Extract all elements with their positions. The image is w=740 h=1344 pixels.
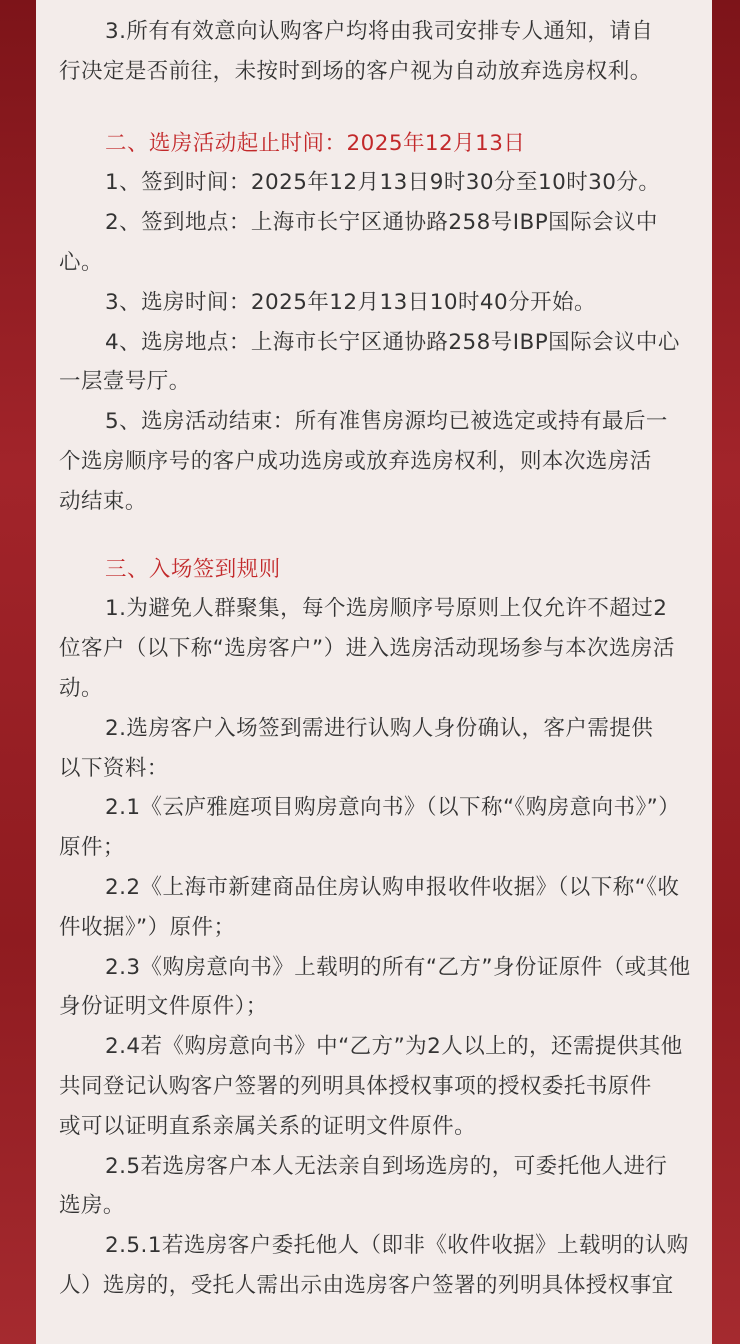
list-item-continuation: 动。 <box>59 675 103 701</box>
list-item: 2、签到地点：上海市长宁区通协路258号IBP国际会议中 <box>105 210 658 236</box>
section-heading: 二、选房活动起止时间：2025年12月13日 <box>105 130 526 156</box>
list-item: 2.选房客户入场签到需进行认购人身份确认，客户需提供 <box>105 715 654 741</box>
section-2 <box>59 124 689 522</box>
paragraph-line: 行决定是否前往，未按时到场的客户视为自动放弃选房权利。 <box>59 58 652 84</box>
list-item-continuation: 人）选房的，受托人需出示由选房客户签署的列明具体授权事宜 <box>59 1272 674 1298</box>
list-item: 2.2《上海市新建商品住房认购申报收件收据》（以下称“《收 <box>105 874 680 900</box>
paragraph-line: 3.所有有效意向认购客户均将由我司安排专人通知，请自 <box>105 19 654 44</box>
list-item: 2.5若选房客户本人无法亲自到场选房的，可委托他人进行 <box>105 1153 668 1179</box>
notice-content <box>59 12 689 1306</box>
list-item-continuation: 动结束。 <box>59 488 147 514</box>
block-1 <box>59 12 689 92</box>
section-heading: 三、入场签到规则 <box>105 556 281 582</box>
list-item-continuation: 个选房顺序号的客户成功选房或放弃选房权利，则本次选房活 <box>59 448 652 474</box>
list-item-continuation: 选房。 <box>59 1193 125 1219</box>
list-item-continuation: 原件； <box>59 835 125 861</box>
list-item-continuation: 共同登记认购客户签署的列明具体授权事项的授权委托书原件 <box>59 1073 652 1099</box>
spacer <box>59 522 689 550</box>
section-3 <box>59 550 689 1306</box>
list-item: 2.5.1若选房客户委托他人（即非《收件收据》上载明的认购 <box>105 1233 689 1259</box>
list-item: 4、选房地点：上海市长宁区通协路258号IBP国际会议中心 <box>105 329 680 355</box>
list-item: 1、签到时间：2025年12月13日9时30分至10时30分。 <box>105 170 661 196</box>
list-item-continuation: 或可以证明直系亲属关系的证明文件原件。 <box>59 1113 477 1139</box>
list-item: 5、选房活动结束：所有准售房源均已被选定或持有最后一 <box>105 409 668 435</box>
list-item-continuation: 身份证明文件原件）； <box>59 994 268 1020</box>
notice-panel <box>36 0 712 1344</box>
list-item-continuation: 一层壹号厅。 <box>59 369 191 395</box>
list-item: 2.4若《购房意向书》中“乙方”为2人以上的，还需提供其他 <box>105 1034 683 1060</box>
spacer <box>59 92 689 124</box>
list-item: 2.3《购房意向书》上载明的所有“乙方”身份证原件（或其他 <box>105 954 691 980</box>
list-item-continuation: 件收据》”）原件； <box>59 914 236 940</box>
list-item-continuation: 位客户（以下称“选房客户”）进入选房活动现场参与本次选房活 <box>59 636 675 662</box>
list-item: 2.1《云庐雅庭项目购房意向书》（以下称“《购房意向书》”） <box>105 795 681 821</box>
list-item-continuation: 以下资料： <box>59 755 169 781</box>
list-item: 1.为避免人群聚集，每个选房顺序号原则上仅允许不超过2 <box>105 596 668 622</box>
list-item-continuation: 心。 <box>59 249 103 275</box>
frame-left-border <box>0 0 36 1344</box>
list-item: 3、选房时间：2025年12月13日10时40分开始。 <box>105 289 596 315</box>
